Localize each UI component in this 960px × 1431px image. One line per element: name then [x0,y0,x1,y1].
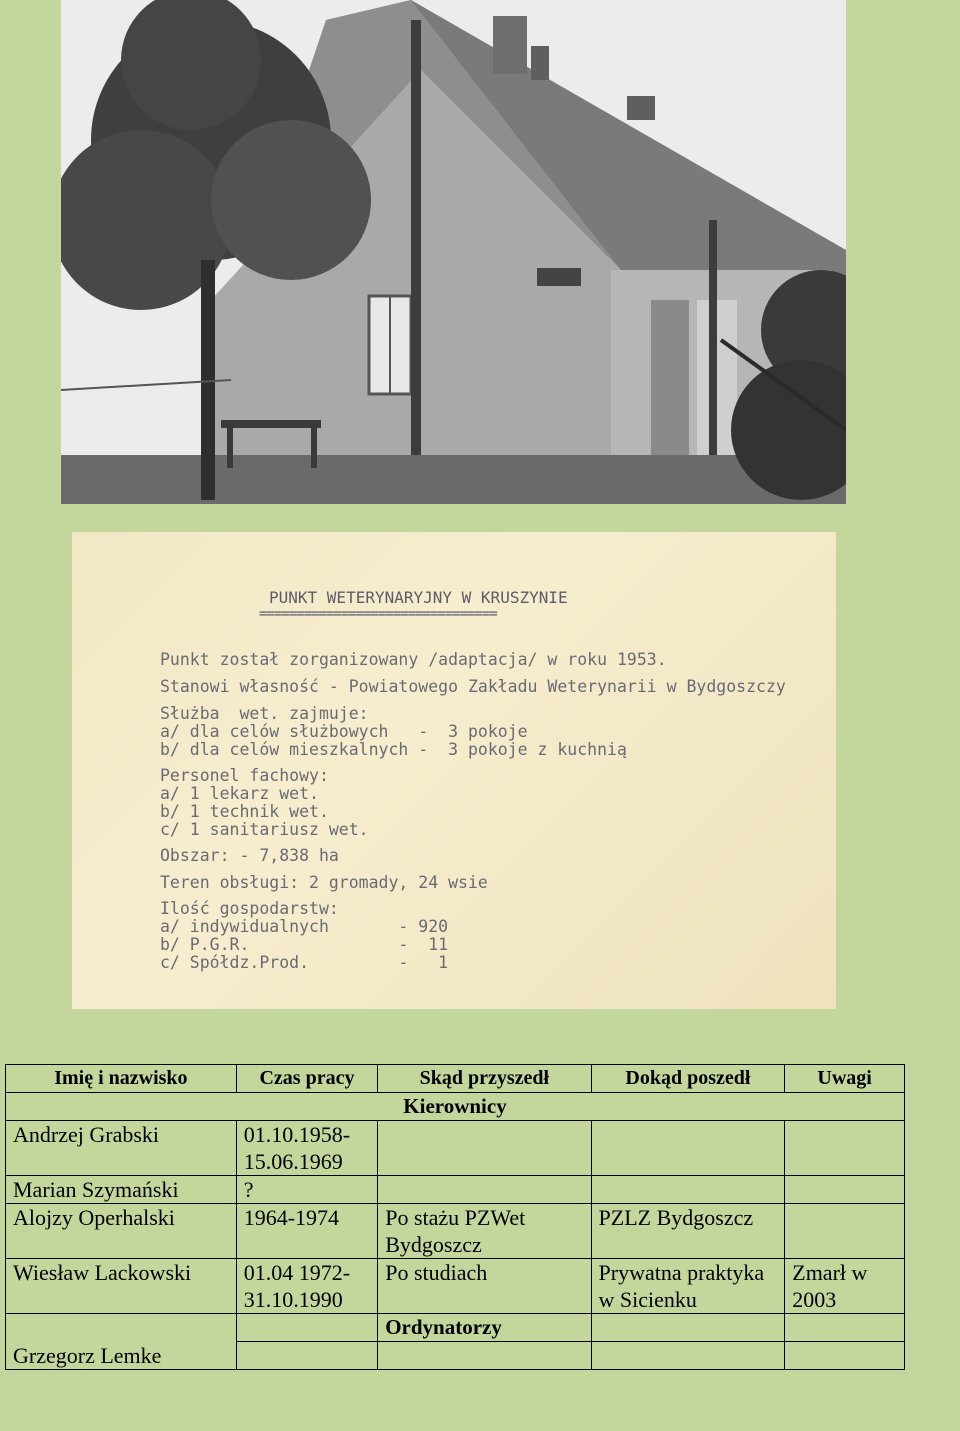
table-header-row [6,1065,905,1093]
building-photo [61,0,846,504]
table-row [6,1176,905,1204]
cell-name: Alojzy Operhalski [6,1204,237,1259]
note-line: Personel fachowy: [160,766,329,785]
cell-to [591,1176,785,1204]
header-work-period: Czas pracy [236,1065,377,1093]
note-line: a/ dla celów służbowych - 3 pokoje [160,722,528,741]
note-line: Służba wet. zajmuje: [160,704,369,723]
cell-name: Marian Szymański [6,1176,237,1204]
cell-from [378,1342,591,1370]
cell-name: Andrzej Grabski [6,1121,237,1176]
table-row [6,1121,905,1176]
cell-notes [785,1342,905,1370]
note-line: b/ 1 technik wet. [160,802,329,821]
cell-notes [785,1204,905,1259]
cell-name: Wiesław Lackowski [6,1259,237,1314]
cell-notes: Zmarł w 2003 [785,1259,905,1314]
note-line: a/ indywidualnych - 920 [160,917,449,936]
cell-period: 01.04 1972-31.10.1990 [236,1259,377,1314]
cell-period [236,1342,377,1370]
section-ordynatorzy: Ordynatorzy [378,1314,591,1342]
cell-notes [785,1121,905,1176]
cell-to [591,1121,785,1176]
note-line: c/ Spółdz.Prod. - 1 [160,953,449,972]
typed-note [72,532,836,1009]
staff-table [5,1064,905,1370]
note-line: Stanowi własność - Powiatowego Zakładu Weterynarii w Bydgoszczy [160,677,786,696]
table-row [6,1204,905,1259]
cell-to [591,1342,785,1370]
section-row [6,1093,905,1121]
cell-period: 1964-1974 [236,1204,377,1259]
note-line: c/ 1 sanitariusz wet. [160,820,369,839]
header-name: Imię i nazwisko [6,1065,237,1093]
note-line: Punkt został zorganizowany /adaptacja/ w roku 1953. [160,650,667,669]
table-row [6,1259,905,1314]
note-rule: ================================ [259,606,497,622]
cell-to: PZLZ Bydgoszcz [591,1204,785,1259]
cell-period: ? [236,1176,377,1204]
cell-period: 01.10.1958-15.06.1969 [236,1121,377,1176]
cell-from [378,1176,591,1204]
section-row [6,1314,905,1342]
table-row [6,1342,905,1370]
section-kierownicy: Kierownicy [6,1093,905,1121]
note-line: a/ 1 lekarz wet. [160,784,319,803]
cell-name: Grzegorz Lemke [6,1342,237,1370]
note-line: Ilość gospodarstw: [160,899,339,918]
header-notes: Uwagi [785,1065,905,1093]
cell-from: Po stażu PZWet Bydgoszcz [378,1204,591,1259]
note-title: PUNKT WETERYNARYJNY W KRUSZYNIE [269,588,568,607]
note-line: Obszar: - 7,838 ha [160,846,339,865]
header-came-from: Skąd przyszedł [378,1065,591,1093]
cell-from [378,1121,591,1176]
cell-notes [785,1176,905,1204]
note-line: Teren obsługi: 2 gromady, 24 wsie [160,873,488,892]
note-line: b/ dla celów mieszkalnych - 3 pokoje z kuchnią [160,740,627,759]
cell-from: Po studiach [378,1259,591,1314]
building-illustration [61,0,846,504]
note-line: b/ P.G.R. - 11 [160,935,449,954]
header-went-to: Dokąd poszedł [591,1065,785,1093]
cell-to: Prywatna praktyka w Sicienku [591,1259,785,1314]
